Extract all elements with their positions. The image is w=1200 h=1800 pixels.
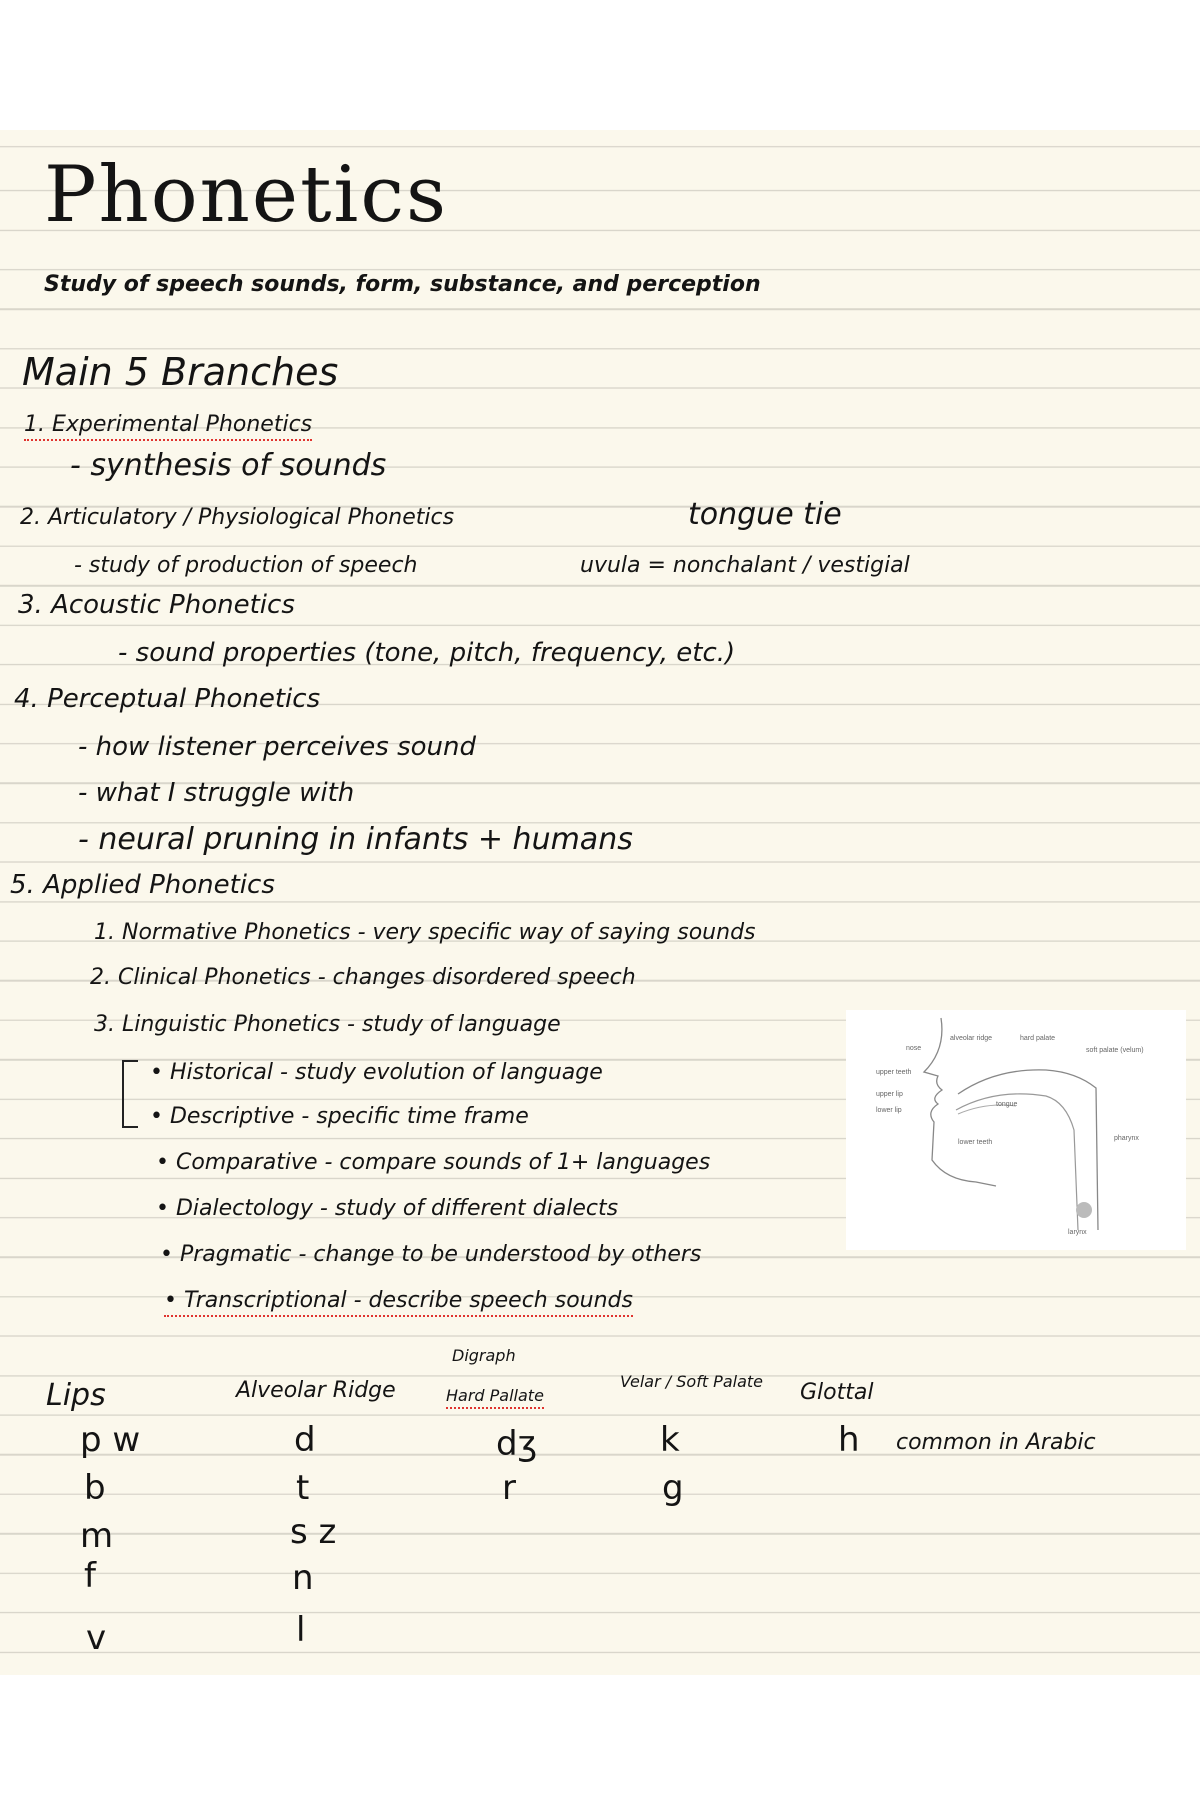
branch-1-note: - synthesis of sounds bbox=[70, 448, 387, 483]
alveolar-row-2: t bbox=[296, 1468, 310, 1508]
alveolar-row-3: s z bbox=[290, 1512, 337, 1552]
page-title: Phonetics bbox=[44, 150, 449, 240]
alveolar-row-5: l bbox=[296, 1610, 306, 1650]
diagram-label-alveolar: alveolar ridge bbox=[950, 1035, 993, 1042]
linguistic-type-descriptive: • Descriptive - specific time frame bbox=[150, 1104, 529, 1129]
definition-text: Study of speech sounds, form, substance, and perception bbox=[44, 272, 761, 297]
table-header-hard-palate: Hard Pallate bbox=[446, 1386, 544, 1409]
alveolar-row-1: d bbox=[294, 1420, 316, 1460]
lips-row-1: p w bbox=[80, 1420, 141, 1460]
glottal-note: common in Arabic bbox=[896, 1430, 1096, 1455]
branch-4-label: 4. Perceptual Phonetics bbox=[14, 684, 321, 714]
palatal-row-1: dʒ bbox=[496, 1424, 538, 1464]
branch-4-note-3: - neural pruning in infants + humans bbox=[78, 822, 633, 857]
applied-item-1: 1. Normative Phonetics - very specific way of saying sounds bbox=[94, 920, 756, 945]
diagram-label-upper-teeth: upper teeth bbox=[876, 1069, 912, 1076]
alveolar-row-4: n bbox=[292, 1558, 314, 1598]
linguistic-type-historical: • Historical - study evolution of language bbox=[150, 1060, 603, 1085]
vocal-tract-diagram bbox=[846, 1010, 1186, 1250]
diagram-label-hard-palate: hard palate bbox=[1020, 1035, 1056, 1042]
branch-3-note: - sound properties (tone, pitch, frequency, etc.) bbox=[118, 638, 736, 668]
diagram-label-larynx: larynx bbox=[1068, 1229, 1087, 1236]
branch-4-note-2: - what I struggle with bbox=[78, 778, 355, 808]
branch-1-label: 1. Experimental Phonetics bbox=[24, 412, 312, 441]
branches-heading: Main 5 Branches bbox=[22, 350, 339, 394]
lips-row-2: b bbox=[84, 1468, 106, 1508]
table-header-alveolar: Alveolar Ridge bbox=[236, 1378, 396, 1403]
applied-item-3: 3. Linguistic Phonetics - study of language bbox=[94, 1012, 561, 1037]
table-header-glottal: Glottal bbox=[800, 1380, 874, 1405]
diagram-label-lower-teeth: lower teeth bbox=[958, 1139, 993, 1146]
diagram-label-nose: nose bbox=[906, 1045, 922, 1052]
uvula-note: uvula = nonchalant / vestigial bbox=[580, 553, 910, 578]
linguistic-type-pragmatic: • Pragmatic - change to be understood by others bbox=[160, 1242, 702, 1267]
palatal-row-2: r bbox=[502, 1468, 516, 1508]
linguistic-type-transcriptional: • Transcriptional - describe speech sounds bbox=[164, 1288, 633, 1317]
diagram-label-tongue: tongue bbox=[996, 1101, 1018, 1108]
lips-row-4: f bbox=[84, 1556, 96, 1596]
bracket-mark bbox=[122, 1060, 138, 1128]
table-header-digraph: Digraph bbox=[452, 1346, 516, 1365]
glottal-row-1: h bbox=[838, 1420, 860, 1460]
applied-item-2: 2. Clinical Phonetics - changes disordered speech bbox=[90, 965, 636, 990]
velar-row-2: g bbox=[662, 1468, 684, 1508]
lips-row-3: m bbox=[80, 1516, 114, 1556]
linguistic-type-dialectology: • Dialectology - study of different dialects bbox=[156, 1196, 619, 1221]
branch-2-label: 2. Articulatory / Physiological Phonetics bbox=[20, 505, 455, 530]
diagram-label-upper-lip: upper lip bbox=[876, 1091, 903, 1098]
branch-3-label: 3. Acoustic Phonetics bbox=[18, 590, 295, 620]
branch-5-label: 5. Applied Phonetics bbox=[10, 870, 275, 900]
diagram-label-pharynx: pharynx bbox=[1114, 1135, 1139, 1142]
table-header-lips: Lips bbox=[46, 1378, 106, 1413]
branch-4-note-1: - how listener perceives sound bbox=[78, 732, 476, 762]
velar-row-1: k bbox=[660, 1420, 680, 1460]
diagram-label-soft-palate: soft palate (velum) bbox=[1086, 1047, 1144, 1054]
lips-row-5: v bbox=[86, 1618, 107, 1658]
linguistic-type-comparative: • Comparative - compare sounds of 1+ languages bbox=[156, 1150, 711, 1175]
branch-2-note: - study of production of speech bbox=[74, 553, 418, 578]
diagram-label-lower-lip: lower lip bbox=[876, 1107, 902, 1114]
table-header-velar: Velar / Soft Palate bbox=[620, 1372, 763, 1391]
tongue-tie-note: tongue tie bbox=[688, 497, 842, 532]
